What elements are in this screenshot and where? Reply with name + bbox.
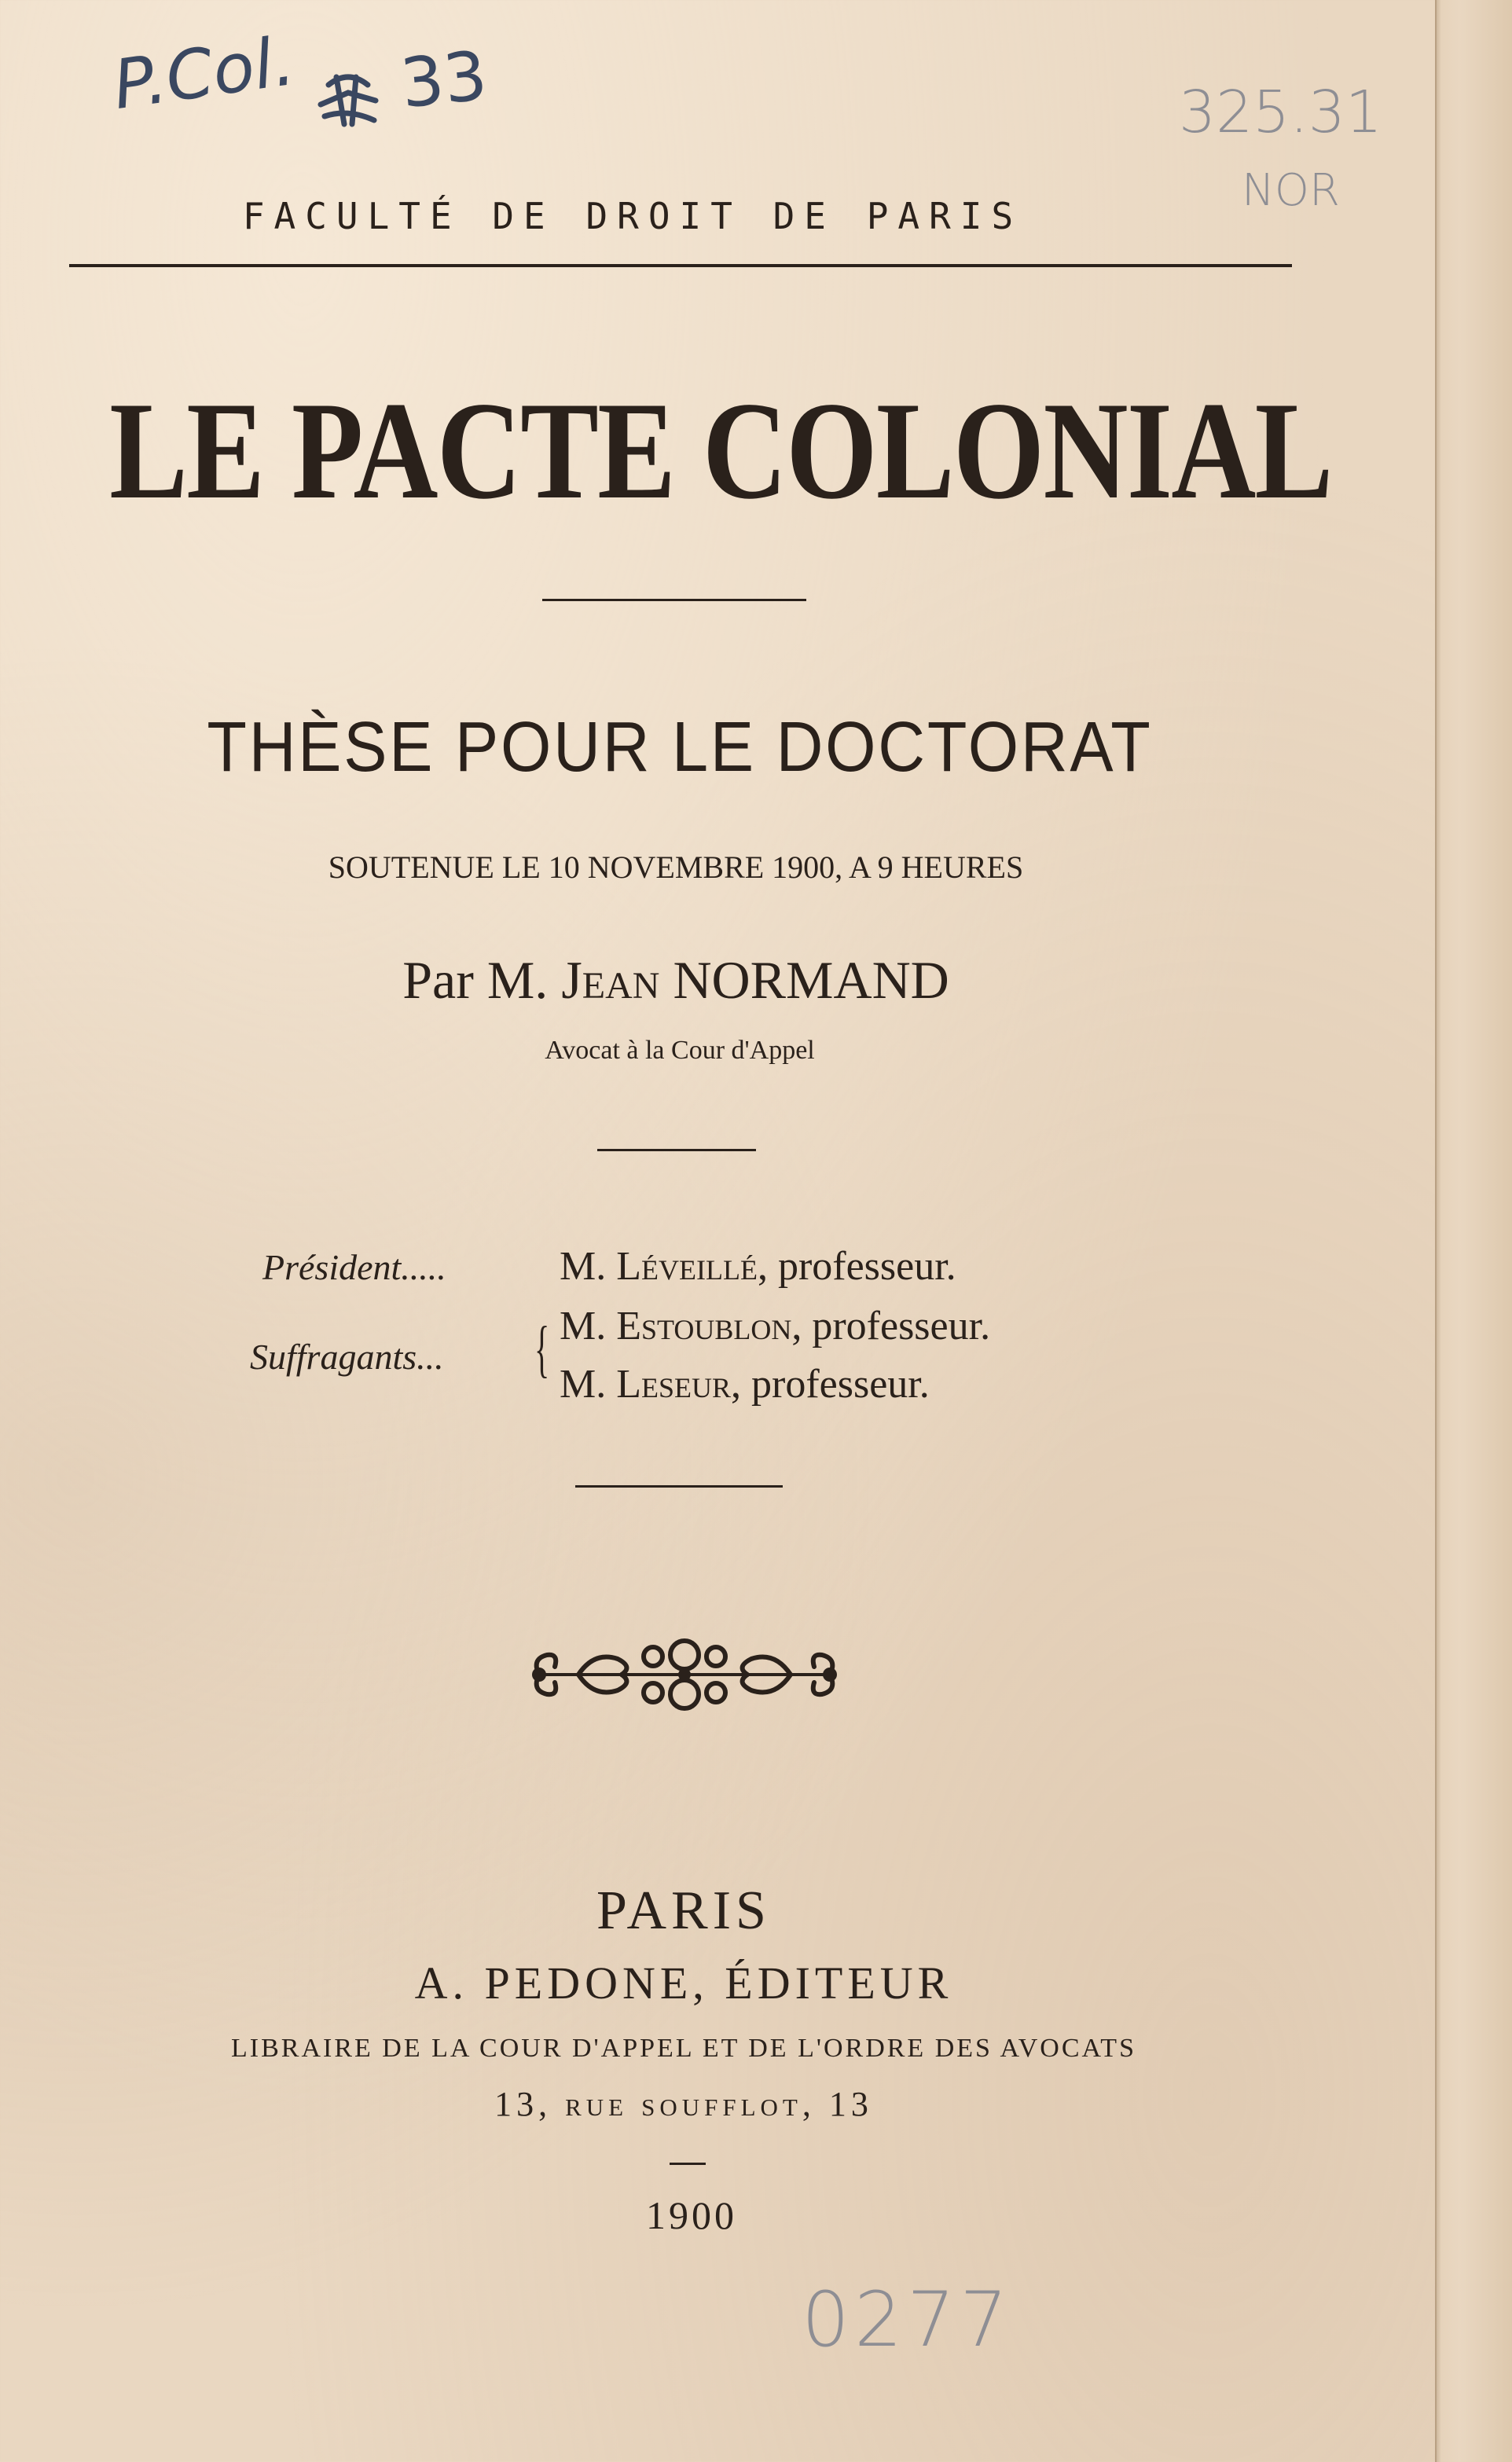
ornament-fleuron-icon xyxy=(523,1631,846,1718)
publisher-description: LIBRAIRE DE LA COUR D'APPEL ET DE L'ORDRE DES AVOCATS xyxy=(231,2034,1136,2063)
pencil-classification xyxy=(1179,79,1382,146)
thesis-heading: THÈSE POUR LE DOCTORAT xyxy=(207,708,1153,787)
faculty-header: FACULTÉ DE DROIT DE PARIS xyxy=(242,195,1023,237)
inventory-text: 0277 xyxy=(802,2276,1013,2364)
jury-rule xyxy=(575,1485,783,1488)
author-last-name: NORMAND xyxy=(673,950,949,1010)
title-rule xyxy=(542,599,806,601)
president-title: , professeur. xyxy=(757,1244,956,1289)
author-first-name: Jean xyxy=(561,950,660,1010)
suffragant-1-name: M. Estoublon xyxy=(560,1304,792,1348)
president-name: M. Léveillé xyxy=(560,1244,758,1289)
header-rule xyxy=(69,264,1292,267)
president-entry xyxy=(560,1243,956,1290)
page-edge xyxy=(1435,0,1512,2462)
pencil-classification-code xyxy=(1242,165,1340,216)
book-title: LE PACTE COLONIAL xyxy=(109,372,1332,528)
suffragant-2-name: M. Leseur xyxy=(560,1362,732,1407)
suffragants-role: Suffragants... xyxy=(250,1337,444,1377)
author-rule xyxy=(597,1149,756,1151)
suffragant-entry-2 xyxy=(560,1361,930,1407)
year-rule xyxy=(670,2163,706,2165)
brace-icon: { xyxy=(534,1315,550,1384)
defense-date: SOUTENUE LE 10 NOVEMBRE 1900, A 9 HEURES xyxy=(328,849,1024,885)
suffragant-1-title: , professeur. xyxy=(791,1304,991,1348)
handwritten-shelfmark-number xyxy=(397,37,490,124)
publisher-address: 13, rue soufflot, 13 xyxy=(494,2085,873,2123)
publisher-name: A. PEDONE, ÉDITEUR xyxy=(414,1957,953,2009)
shelfmark-number-text: 33 xyxy=(397,36,491,124)
pencil-inventory xyxy=(802,2276,1012,2364)
suffragant-2-title: , professeur. xyxy=(731,1362,930,1407)
publisher-city: PARIS xyxy=(596,1880,771,1941)
classification-code-text: NOR xyxy=(1242,165,1340,216)
author-line xyxy=(0,949,1352,1011)
publication-year: 1900 xyxy=(646,2193,737,2237)
author-title: Avocat à la Cour d'Appel xyxy=(545,1036,815,1065)
library-stamp-scribble-icon xyxy=(313,61,384,132)
president-role: Président..... xyxy=(262,1247,446,1287)
shelfmark-text: P.Col. xyxy=(108,21,299,126)
handwritten-shelfmark xyxy=(108,22,299,125)
suffragant-entry-1 xyxy=(560,1303,990,1349)
classification-text: 325.31 xyxy=(1179,79,1382,146)
author-prefix: Par M. xyxy=(402,950,549,1010)
